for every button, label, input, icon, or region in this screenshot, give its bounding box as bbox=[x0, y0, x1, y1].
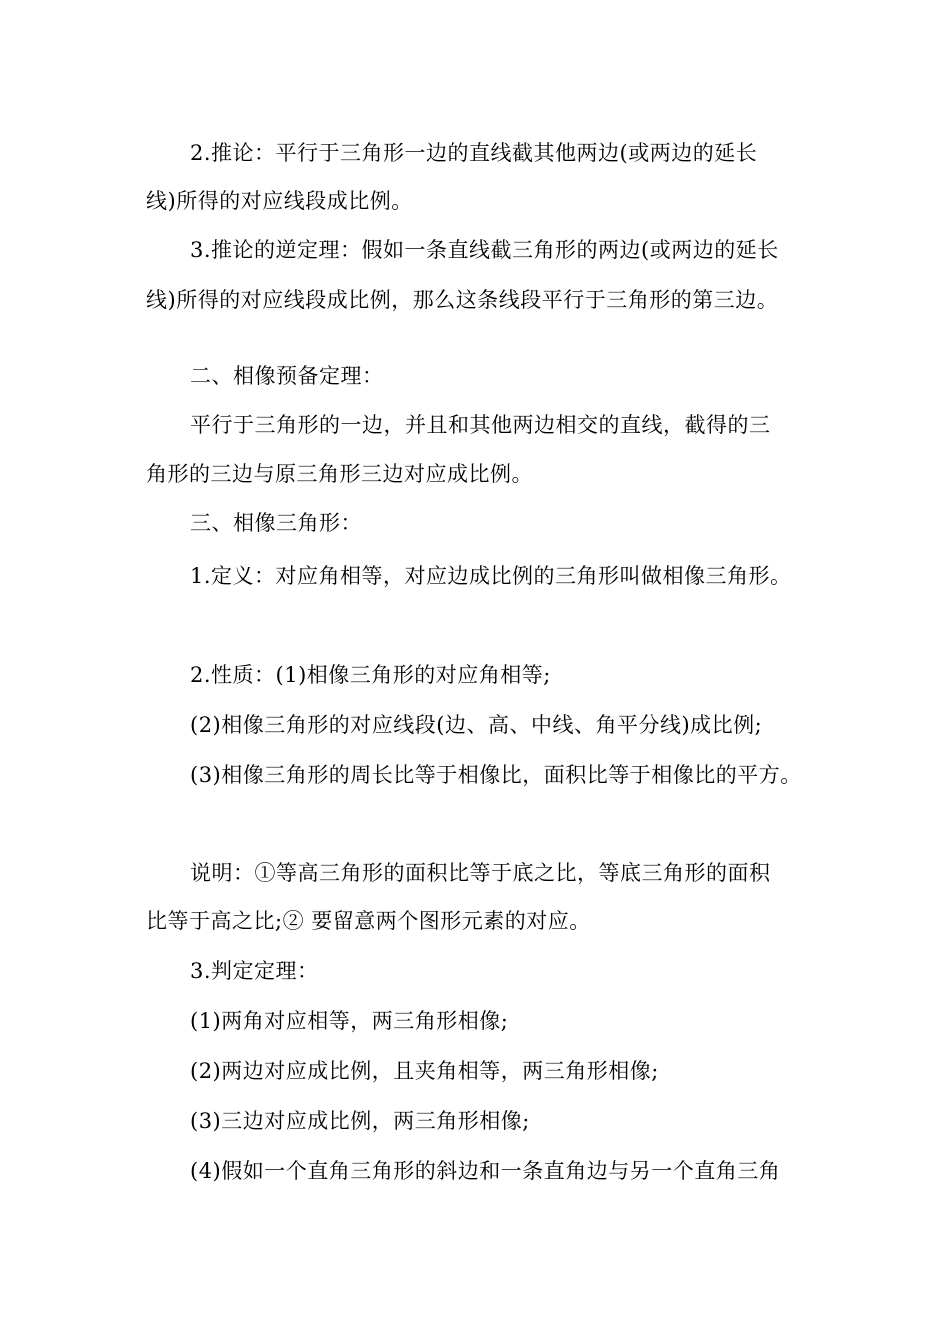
criteria-heading: 3.判定定理： bbox=[190, 959, 319, 983]
note-line-1: 说明：①等高三角形的面积比等于底之比，等底三角形的面积 bbox=[190, 861, 771, 885]
definition-line: 1.定义：对应角相等，对应边成比例的三角形叫做相像三角形。 bbox=[190, 564, 792, 588]
property-2-line: (2)相像三角形的对应线段(边、高、中线、角平分线)成比例; bbox=[190, 713, 763, 737]
criterion-1-line: (1)两角对应相等，两三角形相像; bbox=[190, 1009, 509, 1033]
note-line-2: 比等于高之比;② 要留意两个图形元素的对应。 bbox=[146, 909, 591, 933]
converse-theorem-line-1: 3.推论的逆定理：假如一条直线截三角形的两边(或两边的延长 bbox=[190, 238, 779, 262]
criterion-4-line: (4)假如一个直角三角形的斜边和一条直角边与另一个直角三角 bbox=[190, 1159, 781, 1183]
property-3-line: (3)相像三角形的周长比等于相像比，面积比等于相像比的平方。 bbox=[190, 763, 802, 787]
section-2-heading: 二、相像预备定理： bbox=[190, 364, 384, 388]
corollary-2-line-2: 线)所得的对应线段成比例。 bbox=[146, 189, 413, 213]
preliminary-theorem-line-1: 平行于三角形的一边，并且和其他两边相交的直线，截得的三 bbox=[190, 413, 771, 437]
criterion-2-line: (2)两边对应成比例，且夹角相等，两三角形相像; bbox=[190, 1059, 659, 1083]
property-1-line: 2.性质：(1)相像三角形的对应角相等; bbox=[190, 663, 551, 687]
converse-theorem-line-2: 线)所得的对应线段成比例，那么这条线段平行于三角形的第三边。 bbox=[146, 288, 779, 312]
section-3-heading: 三、相像三角形： bbox=[190, 511, 362, 535]
corollary-2-line-1: 2.推论：平行于三角形一边的直线截其他两边(或两边的延长 bbox=[190, 141, 758, 165]
preliminary-theorem-line-2: 角形的三边与原三角形三边对应成比例。 bbox=[146, 462, 533, 486]
criterion-3-line: (3)三边对应成比例，两三角形相像; bbox=[190, 1109, 530, 1133]
